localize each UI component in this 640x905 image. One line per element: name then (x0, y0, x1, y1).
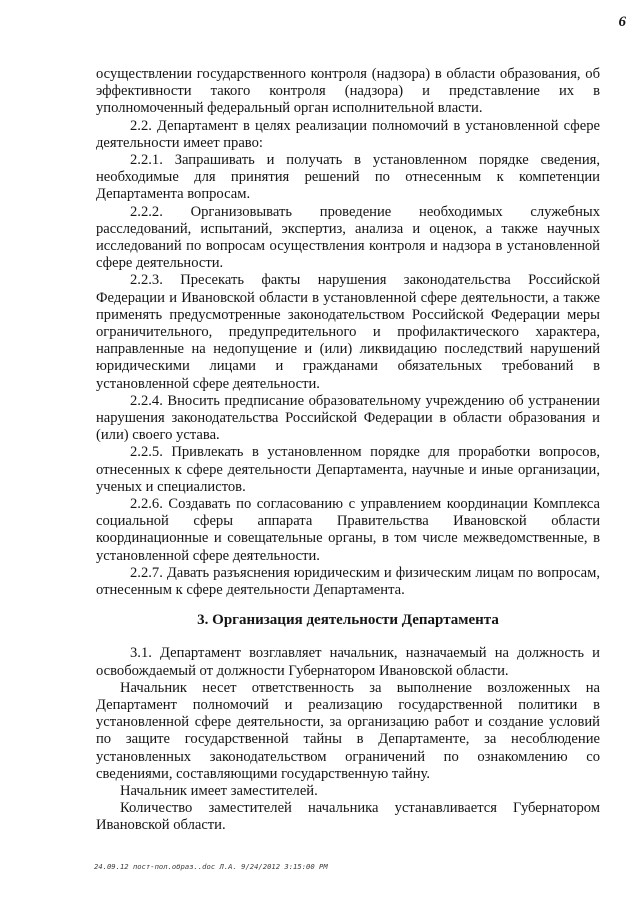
paragraph-2-2-7: 2.2.7. Давать разъяснения юридическим и физическим лицам по вопросам, отнесенным к сфере деятельности Департамента. (96, 564, 600, 599)
paragraph-continuation: осуществлении государственного контроля (надзора) в области образования, об эффективности такого контроля (надзора) и представление их в уполномоченный федеральный орган исполнительной власти. (96, 66, 600, 117)
paragraph-deputies-count: Количество заместителей начальника устанавливается Губернатором Ивановской области. (96, 800, 600, 834)
paragraph-2-2-1: 2.2.1. Запрашивать и получать в установленном порядке сведения, необходимые для принятия решений по отнесенным к компетенции Департамента вопросам. (96, 152, 600, 203)
document-footer: 24.09.12 пост-пол.образ..doc Л.А. 9/24/2012 3:15:00 PM (94, 862, 328, 871)
paragraph-head-responsibility: Начальник несет ответственность за выполнение возложенных на Департамент полномочий и реализацию государственной политики в установленной сфере деятельности, за организацию работ и создание условий по защите государственной тайны в Департаменте, за несоблюдение установленных законодательством ограничений по ознакомлению со сведениями, составляющими государственную тайну. (96, 679, 600, 782)
paragraph-2-2-6: 2.2.6. Создавать по согласованию с управлением координации Комплекса социальной сферы аппарата Правительства Ивановской области координационные и совещательные органы, в том числе межведомственные, в установленной сфере деятельности. (96, 496, 600, 564)
paragraph-3-1: 3.1. Департамент возглавляет начальник, назначаемый на должность и освобождаемый от должности Губернатором Ивановской области. (96, 645, 600, 679)
paragraph-2-2-5: 2.2.5. Привлекать в установленном порядке для проработки вопросов, отнесенных к сфере деятельности Департамента, научные и иные организации, ученых и специалистов. (96, 444, 600, 495)
paragraph-2-2-4: 2.2.4. Вносить предписание образовательному учреждению об устранении нарушения законодательства Российской Федерации в области образования и (или) своего устава. (96, 392, 600, 444)
page-number: 6 (618, 14, 626, 30)
section-heading: 3. Организация деятельности Департамента (197, 612, 499, 629)
document-body (96, 66, 600, 835)
paragraph-2-2-3: 2.2.3. Пресекать факты нарушения законодательства Российской Федерации и Ивановской области в установленной сфере деятельности, а также применять предусмотренные законодательством Российской Федерации меры ограничительного, предупредительного и профилактического характера, направленные на недопущение и (или) ликвидацию последствий нарушений юридическими лицами и гражданами обязательных требований в установленной сфере деятельности. (96, 272, 600, 392)
paragraph-2-2-2: 2.2.2. Организовывать проведение необходимых служебных расследований, испытаний, экспертиз, анализа и оценок, а также научных исследований по вопросам осуществления контроля и надзора в установленной сфере деятельности. (96, 203, 600, 272)
paragraph-2-2: 2.2. Департамент в целях реализации полномочий в установленной сфере деятельности имеет право: (96, 117, 600, 151)
paragraph-deputies: Начальник имеет заместителей. (120, 782, 318, 799)
